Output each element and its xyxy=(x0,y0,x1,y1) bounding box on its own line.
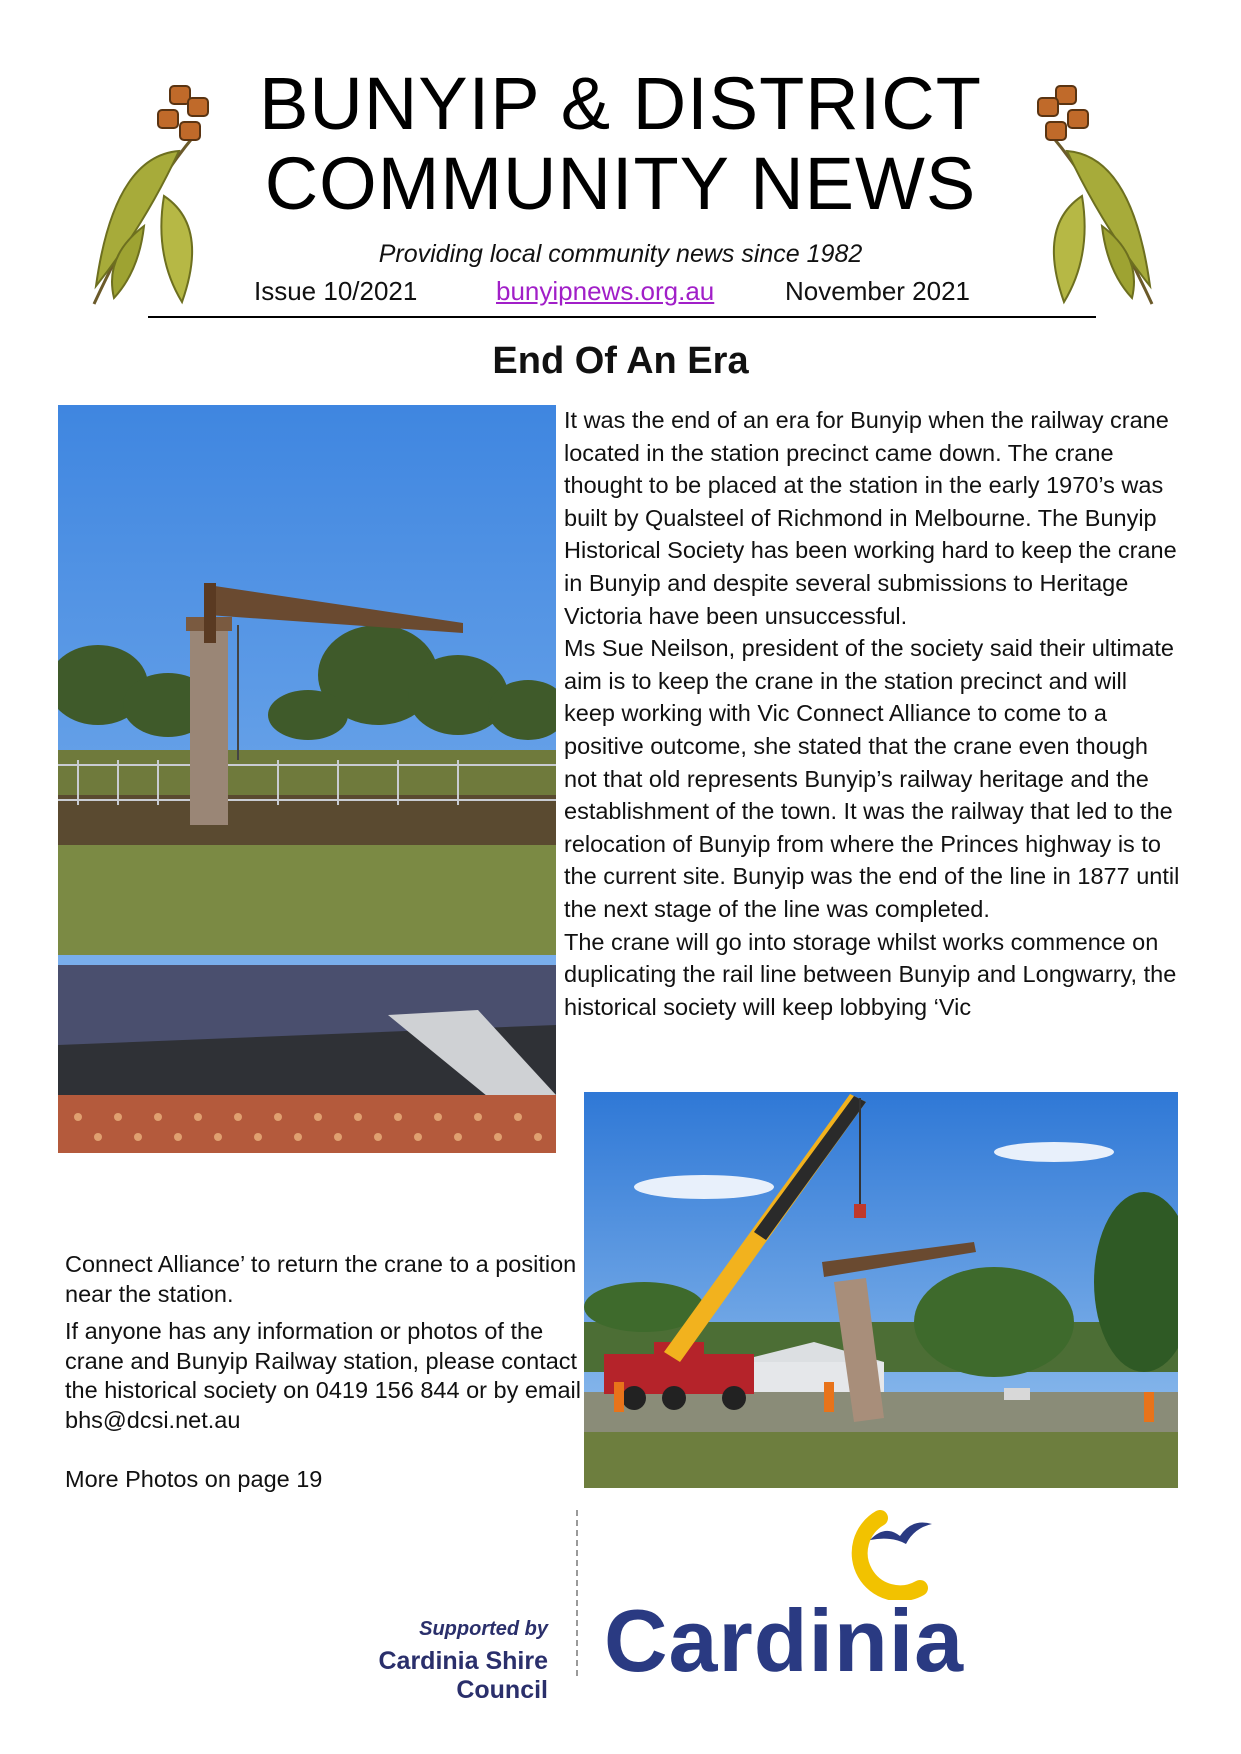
masthead-divider xyxy=(148,316,1096,318)
article-body-right xyxy=(564,404,1184,1023)
gum-leaves-left-icon xyxy=(84,76,214,308)
masthead-title-line2: COMMUNITY NEWS xyxy=(264,142,977,225)
issue-date: November 2021 xyxy=(785,276,970,306)
masthead-title xyxy=(180,64,1061,224)
more-photos-note: More Photos on page 19 xyxy=(65,1466,323,1492)
photo-crane-removal xyxy=(584,1092,1178,1488)
supported-by-label: Supported by xyxy=(419,1618,548,1640)
article-paragraph: Ms Sue Neilson, president of the society said their ultimate aim is to keep the crane in the station precinct and will keep working with Vic Connect Alliance to come to a positive outcome, she stated that the crane even though not that old represents Bunyip’s railway heritage and the establishment of the town. It was the railway that led to the relocation of Bunyip from where the Princes highway is to the current site. Bunyip was the end of the line in 1877 until the next stage of the line was completed. xyxy=(564,635,1180,922)
cardinia-logo-icon xyxy=(810,1510,940,1600)
article-paragraph: The crane will go into storage whilst works commence on duplicating the rail line between Bunyip and Longwarry, the historical society will keep lobbying ‘Vic xyxy=(564,928,1177,1020)
article-paragraph: It was the end of an era for Bunyip when the railway crane located in the station precinct came down. The crane thought to be placed at the station in the early 1970’s was built by Qualsteel of Richmond in Melbourne. The Bunyip Historical Society has been working hard to keep the crane in Bunyip and despite several submissions to Heritage Victoria have been unsuccessful. xyxy=(564,407,1177,629)
article-body-left xyxy=(65,1250,585,1495)
issue-number: Issue 10/2021 xyxy=(254,276,418,306)
article-headline: End Of An Era xyxy=(492,340,749,382)
sponsor-credit xyxy=(280,1618,548,1705)
cardinia-logo-wordmark: Cardinia xyxy=(604,1591,965,1690)
gum-leaves-right-icon xyxy=(1032,76,1162,308)
sponsor-divider xyxy=(576,1510,578,1676)
article-paragraph: If anyone has any information or photos of the crane and Bunyip Railway station, please contact the historical society on 0419 156 844 or by email bhs@dcsi.net.au xyxy=(65,1318,582,1433)
article-paragraph: Connect Alliance’ to return the crane to a position near the station. xyxy=(65,1251,577,1307)
website-link[interactable]: bunyipnews.org.au xyxy=(496,276,715,306)
tagline: Providing local community news since 1982 xyxy=(378,240,863,268)
masthead-title-line1: BUNYIP & DISTRICT xyxy=(259,62,982,145)
photo-railway-crane xyxy=(58,405,556,1153)
council-name: Cardinia Shire Council xyxy=(378,1647,548,1704)
